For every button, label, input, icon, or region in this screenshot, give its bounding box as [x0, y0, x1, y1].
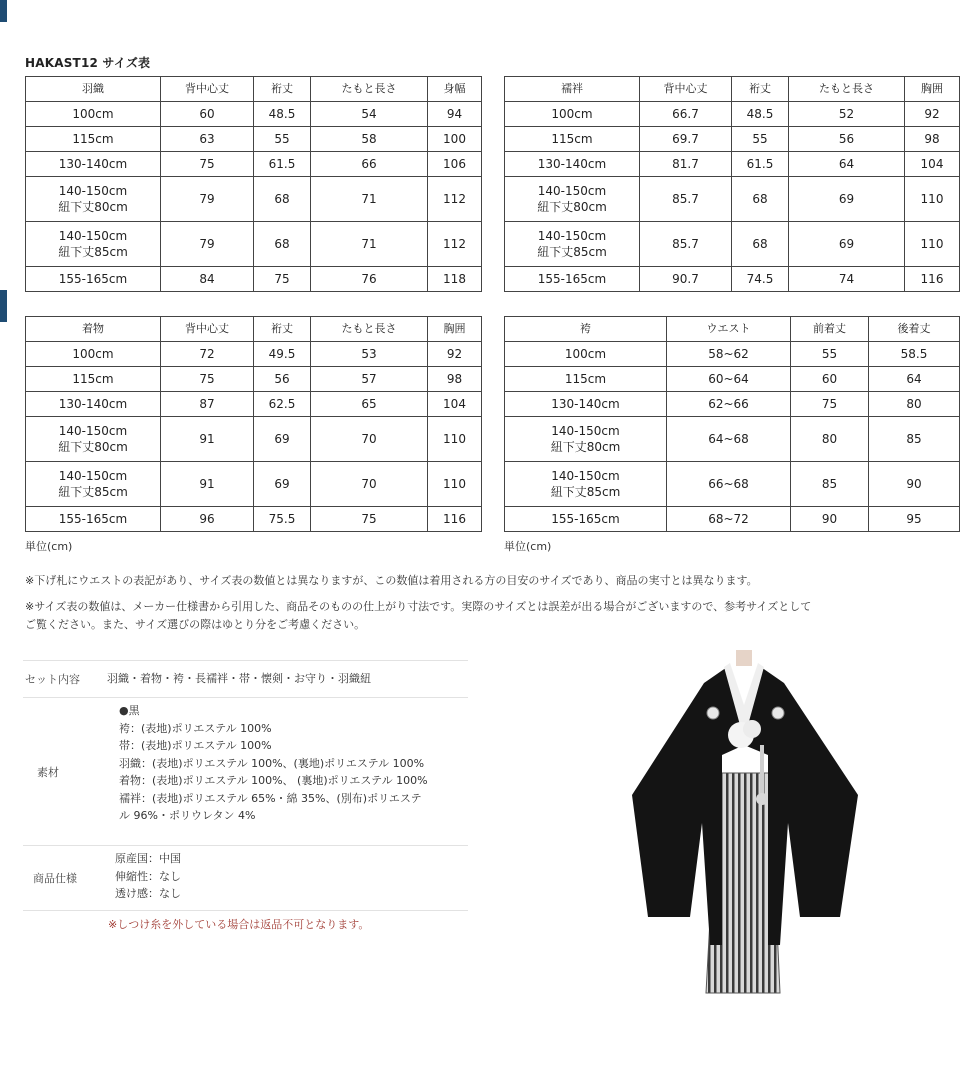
column-header: 袴: [505, 317, 667, 342]
measurement-cell: 71: [311, 177, 428, 222]
hakama-product-image: [618, 645, 873, 1000]
measurement-cell: 66: [311, 152, 428, 177]
column-header: 背中心丈: [640, 77, 732, 102]
measurement-cell: 75: [161, 367, 254, 392]
measurement-cell: 79: [161, 222, 254, 267]
column-header: 着物: [26, 317, 161, 342]
measurement-cell: 96: [161, 507, 254, 532]
measurement-cell: 118: [428, 267, 482, 292]
measurement-cell: 62~66: [667, 392, 791, 417]
material-line: 着物：(表地)ポリエステル 100%、 (裏地)ポリエステル 100%: [119, 774, 428, 787]
measurement-cell: 91: [161, 462, 254, 507]
measurement-cell: 61.5: [254, 152, 311, 177]
table-header-row: [26, 77, 482, 102]
measurement-cell: 69: [254, 462, 311, 507]
juban-size-table: [504, 76, 960, 292]
measurement-cell: 100: [428, 127, 482, 152]
material-line: 襦袢：(表地)ポリエステル 65%・綿 35%、(別布)ポリエステ: [119, 791, 422, 805]
measurement-cell: 68: [732, 222, 789, 267]
size-label-cell: 140-150cm 紐下丈80cm: [505, 417, 667, 462]
measurement-cell: 80: [791, 417, 869, 462]
measurement-cell: 75: [311, 507, 428, 532]
measurement-cell: 85: [869, 417, 960, 462]
size-label-cell: 140-150cm 紐下丈85cm: [505, 222, 640, 267]
measurement-cell: 85.7: [640, 177, 732, 222]
column-header: 裄丈: [254, 77, 311, 102]
unit-label-right: 単位(cm): [504, 540, 552, 553]
spec-divider: [23, 910, 468, 912]
table-header-row: [505, 317, 960, 342]
measurement-cell: 69: [789, 222, 905, 267]
size-label-cell: 130-140cm: [26, 152, 161, 177]
material-line: 帯：(表地)ポリエステル 100%: [119, 739, 272, 752]
measurement-cell: 81.7: [640, 152, 732, 177]
table-row: [505, 392, 960, 417]
measurement-cell: 58.5: [869, 342, 960, 367]
kimono-size-table: [25, 316, 482, 532]
measurement-cell: 80: [869, 392, 960, 417]
column-header: 背中心丈: [161, 77, 254, 102]
measurement-cell: 79: [161, 177, 254, 222]
column-header: ウエスト: [667, 317, 791, 342]
spec-label-set: セット内容: [25, 673, 80, 686]
size-label-cell: 115cm: [505, 367, 667, 392]
measurement-cell: 63: [161, 127, 254, 152]
spec-value-material: [119, 698, 468, 845]
table-header-row: [505, 77, 960, 102]
measurement-cell: 90.7: [640, 267, 732, 292]
measurement-cell: 75: [254, 267, 311, 292]
table-row: [26, 177, 482, 222]
measurement-cell: 58~62: [667, 342, 791, 367]
size-label-cell: 115cm: [505, 127, 640, 152]
size-label-cell: 140-150cm 紐下丈80cm: [26, 417, 161, 462]
measurement-cell: 49.5: [254, 342, 311, 367]
size-label-cell: 155-165cm: [505, 507, 667, 532]
measurement-cell: 53: [311, 342, 428, 367]
measurement-cell: 56: [254, 367, 311, 392]
measurement-cell: 112: [428, 177, 482, 222]
column-header: 背中心丈: [161, 317, 254, 342]
column-header: 裄丈: [254, 317, 311, 342]
measurement-cell: 84: [161, 267, 254, 292]
measurement-cell: 70: [311, 417, 428, 462]
measurement-cell: 64: [789, 152, 905, 177]
measurement-cell: 74.5: [732, 267, 789, 292]
table-row: [26, 267, 482, 292]
material-line: 羽織：(表地)ポリエステル 100%、(裏地)ポリエステル 100%: [119, 756, 425, 770]
size-label-cell: 115cm: [26, 127, 161, 152]
product-line: 透け感：なし: [115, 887, 181, 900]
measurement-cell: 85: [791, 462, 869, 507]
measurement-cell: 74: [789, 267, 905, 292]
measurement-cell: 69.7: [640, 127, 732, 152]
table-row: [505, 102, 960, 127]
spec-row-product: [23, 845, 468, 910]
size-label-cell: 140-150cm 紐下丈85cm: [26, 462, 161, 507]
product-spec: [23, 660, 468, 912]
column-header: たもと長さ: [789, 77, 905, 102]
measurement-cell: 75: [161, 152, 254, 177]
column-header: 胸囲: [905, 77, 960, 102]
unit-label-left: 単位(cm): [25, 540, 73, 553]
spec-label-material: 素材: [37, 765, 59, 779]
note-dimensions: ※サイズ表の数値は、メーカー仕様書から引用した、商品そのものの仕上がり寸法です。実際のサイズとは誤差が出る場合がございますので、参考サイズとして: [25, 600, 812, 613]
measurement-cell: 70: [311, 462, 428, 507]
measurement-cell: 69: [789, 177, 905, 222]
product-line: 原産国：中国: [115, 852, 181, 865]
table-row: [26, 507, 482, 532]
size-label-cell: 155-165cm: [505, 267, 640, 292]
measurement-cell: 68~72: [667, 507, 791, 532]
size-label-cell: 100cm: [505, 342, 667, 367]
measurement-cell: 75: [791, 392, 869, 417]
size-label-cell: 100cm: [26, 102, 161, 127]
measurement-cell: 110: [905, 177, 960, 222]
material-line: ●黒: [119, 704, 140, 717]
measurement-cell: 48.5: [254, 102, 311, 127]
size-label-cell: 115cm: [26, 367, 161, 392]
note-dimensions-cont: ご覧ください。また、サイズ選びの際はゆとり分をご考慮ください。: [25, 618, 366, 631]
measurement-cell: 110: [428, 462, 482, 507]
haori-size-table: [25, 76, 482, 292]
table-row: [505, 507, 960, 532]
measurement-cell: 58: [311, 127, 428, 152]
measurement-cell: 94: [428, 102, 482, 127]
measurement-cell: 61.5: [732, 152, 789, 177]
measurement-cell: 85.7: [640, 222, 732, 267]
size-label-cell: 155-165cm: [26, 267, 161, 292]
size-label-cell: 140-150cm 紐下丈80cm: [505, 177, 640, 222]
measurement-cell: 76: [311, 267, 428, 292]
table-row: [26, 462, 482, 507]
size-label-cell: 130-140cm: [505, 392, 667, 417]
measurement-cell: 65: [311, 392, 428, 417]
measurement-cell: 55: [732, 127, 789, 152]
measurement-cell: 87: [161, 392, 254, 417]
return-warning: ※しつけ糸を外している場合は返品不可となります。: [108, 918, 370, 931]
measurement-cell: 106: [428, 152, 482, 177]
measurement-cell: 48.5: [732, 102, 789, 127]
table-row: [26, 152, 482, 177]
material-line: ル 96%・ポリウレタン 4%: [119, 809, 256, 822]
measurement-cell: 110: [905, 222, 960, 267]
table-row: [505, 367, 960, 392]
measurement-cell: 75.5: [254, 507, 311, 532]
table-row: [26, 127, 482, 152]
measurement-cell: 112: [428, 222, 482, 267]
spec-row-set: [23, 660, 468, 697]
measurement-cell: 56: [789, 127, 905, 152]
column-header: 裄丈: [732, 77, 789, 102]
table-row: [505, 417, 960, 462]
product-line: 伸縮性：なし: [115, 869, 181, 883]
table-row: [505, 342, 960, 367]
table-row: [26, 367, 482, 392]
size-label-cell: 130-140cm: [505, 152, 640, 177]
measurement-cell: 66.7: [640, 102, 732, 127]
measurement-cell: 68: [254, 222, 311, 267]
size-label-cell: 140-150cm 紐下丈85cm: [26, 222, 161, 267]
measurement-cell: 69: [254, 417, 311, 462]
spec-label-product: 商品仕様: [33, 872, 77, 885]
measurement-cell: 57: [311, 367, 428, 392]
column-header: 後着丈: [869, 317, 960, 342]
hakama-size-table: [504, 316, 960, 532]
size-label-cell: 100cm: [505, 102, 640, 127]
measurement-cell: 104: [428, 392, 482, 417]
table-row: [505, 267, 960, 292]
column-header: たもと長さ: [311, 77, 428, 102]
table-row: [505, 222, 960, 267]
measurement-cell: 68: [254, 177, 311, 222]
note-waist: ※下げ札にウエストの表記があり、サイズ表の数値とは異なりますが、この数値は着用される方の目安のサイズであり、商品の実寸とは異なります。: [25, 574, 758, 587]
column-header: たもと長さ: [311, 317, 428, 342]
measurement-cell: 91: [161, 417, 254, 462]
spec-value-product: [115, 846, 468, 910]
table-row: [26, 222, 482, 267]
size-label-cell: 100cm: [26, 342, 161, 367]
column-header: 襦袢: [505, 77, 640, 102]
material-line: 袴：(表地)ポリエステル 100%: [119, 721, 272, 735]
measurement-cell: 60~64: [667, 367, 791, 392]
measurement-cell: 92: [905, 102, 960, 127]
measurement-cell: 60: [161, 102, 254, 127]
measurement-cell: 98: [428, 367, 482, 392]
size-label-cell: 140-150cm 紐下丈80cm: [26, 177, 161, 222]
column-header: 羽織: [26, 77, 161, 102]
measurement-cell: 52: [789, 102, 905, 127]
measurement-cell: 116: [428, 507, 482, 532]
measurement-cell: 104: [905, 152, 960, 177]
measurement-cell: 68: [732, 177, 789, 222]
table-row: [26, 417, 482, 462]
measurement-cell: 66~68: [667, 462, 791, 507]
measurement-cell: 116: [905, 267, 960, 292]
measurement-cell: 64: [869, 367, 960, 392]
measurement-cell: 98: [905, 127, 960, 152]
measurement-cell: 110: [428, 417, 482, 462]
table-row: [505, 152, 960, 177]
measurement-cell: 64~68: [667, 417, 791, 462]
measurement-cell: 95: [869, 507, 960, 532]
table-row: [505, 177, 960, 222]
measurement-cell: 55: [254, 127, 311, 152]
table-row: [505, 127, 960, 152]
spec-value-set: 羽織・着物・袴・長襦袢・帯・懐剣・お守り・羽織紐: [107, 672, 371, 686]
table-row: [26, 342, 482, 367]
spec-row-material: [23, 697, 468, 845]
column-header: 前着丈: [791, 317, 869, 342]
size-label-cell: 130-140cm: [26, 392, 161, 417]
page-title: HAKAST12 サイズ表: [25, 56, 151, 70]
size-label-cell: 140-150cm 紐下丈85cm: [505, 462, 667, 507]
size-label-cell: 155-165cm: [26, 507, 161, 532]
measurement-cell: 60: [791, 367, 869, 392]
column-header: 身幅: [428, 77, 482, 102]
table-row: [26, 102, 482, 127]
measurement-cell: 90: [791, 507, 869, 532]
measurement-cell: 54: [311, 102, 428, 127]
table-header-row: [26, 317, 482, 342]
measurement-cell: 55: [791, 342, 869, 367]
measurement-cell: 92: [428, 342, 482, 367]
table-row: [26, 392, 482, 417]
measurement-cell: 71: [311, 222, 428, 267]
measurement-cell: 72: [161, 342, 254, 367]
measurement-cell: 90: [869, 462, 960, 507]
table-row: [505, 462, 960, 507]
measurement-cell: 62.5: [254, 392, 311, 417]
column-header: 胸囲: [428, 317, 482, 342]
